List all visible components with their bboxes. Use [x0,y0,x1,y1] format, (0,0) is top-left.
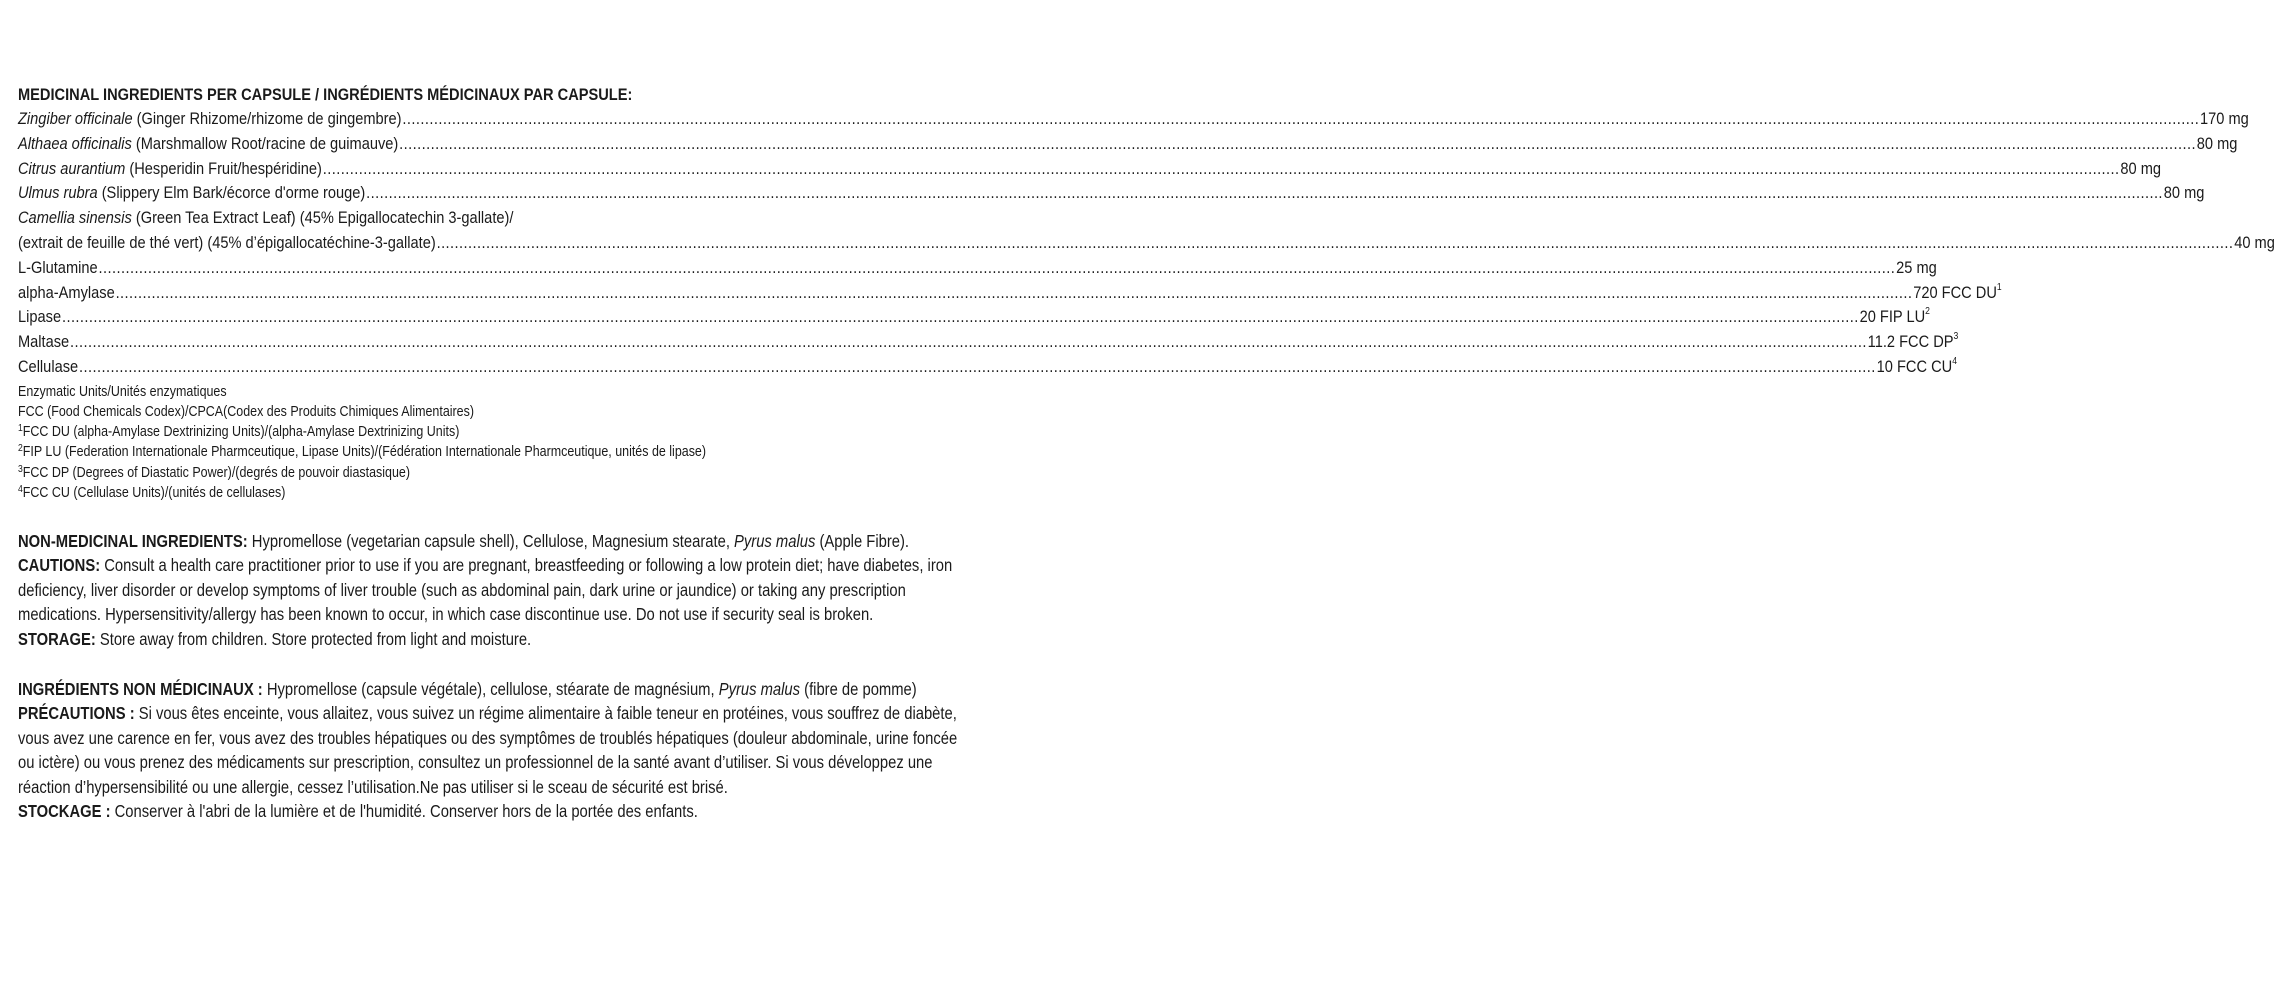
section-text: (Apple Fibre). [815,530,910,551]
footnote-marker: 2 [1925,306,1930,318]
ingredient-amount [1913,281,2001,306]
section-label: CAUTIONS: [18,555,101,576]
section-label: STORAGE: [18,628,96,649]
english-section [18,529,960,651]
footnote-1 [18,422,960,442]
ingredient-description: (Green Tea Extract Leaf) (45% Epigallocatechin 3-gallate)/ [131,208,514,228]
dot-leader: ................................................................................................................................................................................................................................................................................................................................................................................................................ [399,133,2196,153]
medicinal-ingredients-heading: MEDICINAL INGREDIENTS PER CAPSULE / INGRÉDIENTS MÉDICINAUX PAR CAPSULE: [18,85,633,104]
ingredient-row [18,305,1930,330]
dot-leader: ................................................................................................................................................................................................................................................................................................................................................................................................................ [79,356,1876,376]
ingredient-row [18,181,2205,206]
ingredient-row [18,281,2002,306]
section-text: Conserver à l'abri de la lumière et de l'humidité. Conserver hors de la portée des enfants. [110,800,698,821]
ingredient-row-camellia-line1 [18,206,960,231]
latin-name: Althaea officinalis [18,133,132,153]
ingredient-amount: 80 mg [2196,133,2238,153]
ingredient-name: Cellulase [18,356,79,376]
footnote-text: FCC DU (alpha-Amylase Dextrinizing Units)/(alpha-Amylase Dextrinizing Units) [22,424,460,441]
section-text: Consult a health care practitioner prior to use if you are pregnant, breastfeeding or following a low protein diet; have diabetes, iron deficiency, liver disorder or develop symptoms of liver trouble (such as abdominal pain, dark urine or jaundice) or taking any prescription medications. Hypersensitivity/allergy has been known to occur, in which case discontinue use. Do not use if security seal is broken. [18,555,953,625]
ingredient-name [18,107,402,132]
dot-leader: ................................................................................................................................................................................................................................................................................................................................................................................................................ [70,332,1867,352]
ingredient-amount: 80 mg [2120,158,2162,178]
latin-name: Camellia sinensis [18,208,132,228]
footnote-text: FCC CU (Cellulase Units)/(unités de cellulases) [22,484,286,501]
precautions [18,701,960,799]
medicinal-ingredients-list [18,107,2275,380]
amount-value: 25 mg [1896,257,1937,277]
ingredient-name [18,132,398,157]
footnote-3 [18,463,960,483]
non-medicinal-ingredients [18,529,960,553]
ingredient-name: L-Glutamine [18,257,98,277]
ingredient-name [18,157,322,182]
ingredient-amount: 40 mg [2234,232,2275,252]
ingredient-name: alpha-Amylase [18,282,115,302]
footnote-marker: 4 [18,483,23,495]
ingredient-description: (Marshmallow Root/racine de guimauve) [131,133,399,153]
section-text: Hypromellose (capsule végétale), cellulose, stéarate de magnésium, [262,678,719,699]
ingredient-name: Maltase [18,332,70,352]
ingredient-row [18,107,2249,132]
amount-value: 20 FIP LU [1859,307,1926,327]
footnote-text: FCC DP (Degrees of Diastatic Power)/(degrés de pouvoir diastasique) [22,464,410,481]
section-label: INGRÉDIENTS NON MÉDICINAUX : [18,678,263,699]
latin-name: Pyrus malus [718,678,801,699]
dot-leader: ................................................................................................................................................................................................................................................................................................................................................................................................................ [366,183,2163,203]
footnote-2 [18,442,960,462]
dot-leader: ................................................................................................................................................................................................................................................................................................................................................................................................................ [61,307,1859,327]
note-line: Enzymatic Units/Unités enzymatiques [18,383,227,400]
section-text: (fibre de pomme) [800,678,917,699]
cautions [18,553,960,626]
french-section [18,677,960,823]
section-label: PRÉCAUTIONS : [18,703,135,724]
section-text: Store away from children. Store protected from light and moisture. [95,628,532,649]
dot-leader: ................................................................................................................................................................................................................................................................................................................................................................................................................ [322,158,2120,178]
latin-name: Citrus aurantium [18,158,126,178]
footnote-4 [18,483,960,503]
footnote-marker: 3 [18,463,23,475]
label-document [18,83,2275,823]
stockage [18,799,960,823]
ingredient-row [18,355,1957,380]
ingredient-description: (Hesperidin Fruit/hespéridine) [125,158,322,178]
ingredient-row [18,132,2238,157]
ingredient-name: Lipase [18,307,62,327]
footnote-marker: 2 [18,443,23,455]
ingredient-amount [1896,256,1937,281]
ingredient-amount [1860,305,1930,330]
footnote-marker: 1 [18,423,23,435]
section-label: STOCKAGE : [18,800,111,821]
section-label: NON-MEDICINAL INGREDIENTS: [18,530,248,551]
storage [18,627,960,651]
footnote-text: FIP LU (Federation Internationale Pharmceutique, Lipase Units)/(Fédération Internationale Pharmceutique, unités de lipase) [22,444,707,461]
dot-leader: ................................................................................................................................................................................................................................................................................................................................................................................................................ [402,109,2200,128]
footnote-marker: 4 [1952,355,1957,367]
footnote-marker: 3 [1953,331,1959,343]
ingredient-description: (Slippery Elm Bark/écorce d'orme rouge) [97,183,366,203]
ingredient-amount: 80 mg [2163,183,2205,203]
amount-value: 720 FCC DU [1913,282,1997,302]
footnote-marker: 1 [1996,281,2002,293]
amount-value: 10 FCC CU [1876,356,1953,376]
section-text: Hypromellose (vegetarian capsule shell), Cellulose, Magnesium stearate, [247,530,735,551]
ingredient-row [18,157,2162,182]
latin-name: Ulmus rubra [18,183,98,203]
section-text: Si vous êtes enceinte, vous allaitez, vous suivez un régime alimentaire à faible teneur en protéines, vous souffrez de diabète, vous avez une carence en fer, vous avez des troubles hépatiques ou des symptômes de troublés hépatiques (douleur abdominale, urine foncée ou ictère) ou vous prenez des médicaments sur prescription, consultez un professionnel de la santé avant d’utiliser. Si vous développez une réaction d’hypersensibilité ou une allergie, cessez l’utilisation.Ne pas utiliser si le sceau de sécurité est brisé. [18,703,958,797]
dot-leader: ................................................................................................................................................................................................................................................................................................................................................................................................................ [98,257,1896,277]
ingredient-amount: 170 mg [2200,109,2249,128]
ingredient-amount [1868,330,1959,355]
ingredient-row [18,256,1937,281]
latin-name: Pyrus malus [734,530,816,551]
unit-notes [18,382,960,503]
ingredient-amount [1877,355,1957,380]
ingredient-row-camellia-line2 [18,231,2275,256]
ingredient-row [18,330,1959,355]
note-line: FCC (Food Chemicals Codex)/CPCA(Codex des Produits Chimiques Alimentaires) [18,403,475,420]
ingredient-description: (extrait de feuille de thé vert) (45% d’épigallocatéchine-3-gallate) [18,232,436,252]
ingredient-description: (Ginger Rhizome/rhizome de gingembre) [132,109,402,128]
latin-name: Zingiber officinale [18,109,133,128]
dot-leader: ................................................................................................................................................................................................................................................................................................................................................................................................................ [436,232,2234,252]
ingredient-name [18,181,365,206]
amount-value: 11.2 FCC DP [1867,332,1954,352]
dot-leader: ................................................................................................................................................................................................................................................................................................................................................................................................................ [115,282,1913,302]
ingredients-non-medicinaux [18,677,960,701]
